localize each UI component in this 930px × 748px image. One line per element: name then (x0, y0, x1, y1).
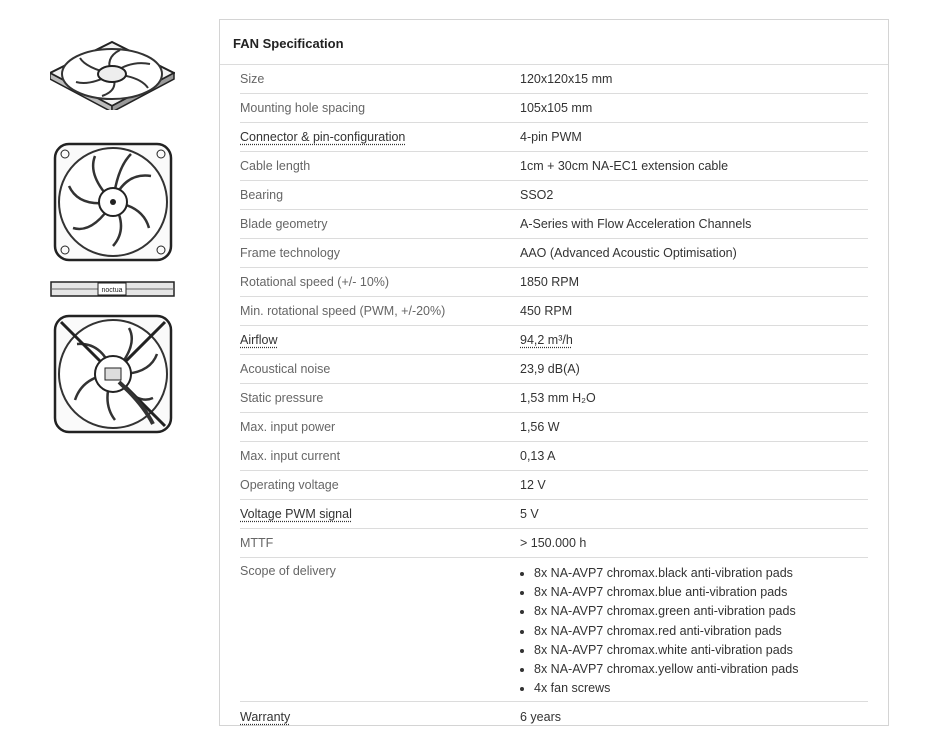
spec-label-tooltip[interactable]: Connector & pin-configuration (240, 130, 406, 144)
scope-item: • 8x NA-AVP7 chromax.white anti-vibration pads (534, 641, 798, 660)
panel-title: FAN Specification (233, 36, 344, 51)
spec-row-acoustical-noise (240, 355, 868, 384)
spec-row-blade-geometry (240, 210, 868, 239)
scope-item: • 8x NA-AVP7 chromax.yellow anti-vibration pads (534, 660, 798, 679)
fan-front-view-image[interactable] (53, 142, 173, 262)
fan-back-view-image[interactable] (53, 314, 173, 434)
spec-label: Frame technology (240, 246, 341, 260)
spec-row-size (240, 65, 868, 94)
spec-label: Scope of delivery (240, 564, 336, 578)
spec-value: 1,53 mm H₂O (520, 391, 596, 405)
spec-label: Blade geometry (240, 217, 328, 231)
spec-value: 105x105 mm (520, 101, 593, 115)
spec-label-tooltip[interactable]: Airflow (240, 333, 278, 347)
spec-value: > 150.000 h (520, 536, 587, 550)
spec-row-voltage-pwm-signal (240, 500, 868, 529)
spec-row-operating-voltage (240, 471, 868, 500)
spec-value: 1,56 W (520, 420, 560, 434)
spec-row-rotational-speed (240, 268, 868, 297)
spec-value: 4-pin PWM (520, 130, 582, 144)
spec-value: 12 V (520, 478, 546, 492)
noctua-logo: noctua (101, 287, 123, 294)
spec-value-tooltip[interactable]: 94,2 m³/h (520, 333, 573, 347)
spec-value: 1850 RPM (520, 275, 580, 289)
spec-label: Max. input current (240, 449, 341, 463)
scope-item: • 8x NA-AVP7 chromax.red anti-vibration pads (534, 622, 798, 641)
spec-label: Acoustical noise (240, 362, 331, 376)
fan-angled-view-image[interactable] (50, 40, 175, 110)
panel-header (220, 20, 888, 65)
scope-item: • 8x NA-AVP7 chromax.black anti-vibration pads (534, 564, 798, 583)
spec-row-max-input-current (240, 442, 868, 471)
spec-value: 5 V (520, 507, 539, 521)
spec-value: 23,9 dB(A) (520, 362, 580, 376)
scope-item: • 4x fan screws (534, 679, 798, 698)
spec-value: 450 RPM (520, 304, 573, 318)
spec-value: SSO2 (520, 188, 554, 202)
spec-label: MTTF (240, 536, 274, 550)
spec-value: 0,13 A (520, 449, 556, 463)
spec-value: 120x120x15 mm (520, 72, 613, 86)
scope-list (520, 564, 798, 698)
spec-label: Static pressure (240, 391, 324, 405)
spec-row-warranty (240, 702, 868, 731)
spec-row-connector (240, 123, 868, 152)
scope-item: • 8x NA-AVP7 chromax.blue anti-vibration pads (534, 583, 798, 602)
spec-label: Cable length (240, 159, 311, 173)
spec-row-max-input-power (240, 413, 868, 442)
spec-value: AAO (Advanced Acoustic Optimisation) (520, 246, 737, 260)
spec-label: Operating voltage (240, 478, 339, 492)
spec-label: Rotational speed (+/- 10%) (240, 275, 390, 289)
product-thumbnails (50, 40, 175, 434)
spec-label-tooltip[interactable]: Warranty (240, 709, 291, 724)
spec-row-mttf (240, 529, 868, 558)
fan-side-view-image[interactable] (50, 279, 175, 299)
spec-label: Max. input power (240, 420, 336, 434)
spec-row-cable-length (240, 152, 868, 181)
spec-row-frame-technology (240, 239, 868, 268)
spec-value: 6 years (520, 709, 561, 724)
spec-row-static-pressure (240, 384, 868, 413)
spec-row-mounting-hole-spacing (240, 94, 868, 123)
spec-value: A-Series with Flow Acceleration Channels (520, 217, 752, 231)
scope-item: • 8x NA-AVP7 chromax.green anti-vibration pads (534, 602, 798, 621)
spec-row-airflow (240, 326, 868, 355)
spec-value: 1cm + 30cm NA-EC1 extension cable (520, 159, 729, 173)
spec-label: Mounting hole spacing (240, 101, 366, 115)
spec-row-scope-of-delivery (240, 558, 868, 702)
spec-label: Bearing (240, 188, 284, 202)
spec-row-bearing (240, 181, 868, 210)
spec-table (240, 65, 868, 731)
fan-specification-panel (219, 19, 889, 726)
spec-label-tooltip[interactable]: Voltage PWM signal (240, 507, 352, 521)
spec-label: Min. rotational speed (PWM, +/-20%) (240, 304, 446, 318)
spec-row-min-rotational-speed (240, 297, 868, 326)
spec-label: Size (240, 72, 265, 86)
